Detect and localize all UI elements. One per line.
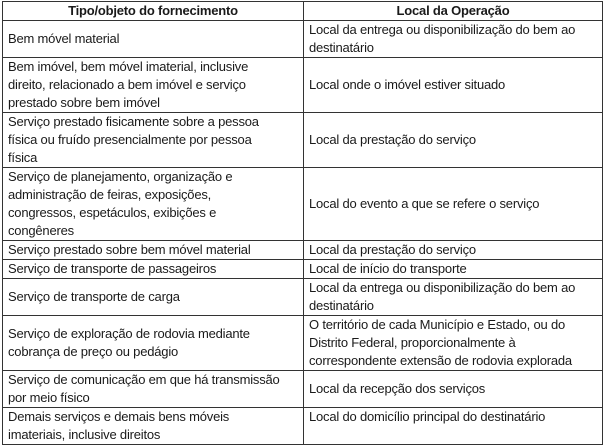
operation-location-cell: Local do evento a que se refere o serviço xyxy=(304,168,603,241)
operation-location-cell: Local onde o imóvel estiver situado xyxy=(304,58,603,113)
supply-type-cell: Bem imóvel, bem móvel imaterial, inclusive direito, relacionado a bem imóvel e serviço prestado sobre bem imóvel xyxy=(3,58,304,113)
operation-location-cell: Local da entrega ou disponibilização do bem ao destinatário xyxy=(304,279,603,316)
operation-location-cell: Local da prestação do serviço xyxy=(304,241,603,260)
supply-type-cell: Serviço de exploração de rodovia mediante cobrança de preço ou pedágio xyxy=(3,316,304,371)
table-row xyxy=(3,279,603,316)
header-row xyxy=(3,2,603,21)
header-supply-type: Tipo/objeto do fornecimento xyxy=(3,2,304,21)
supply-location-table xyxy=(2,1,603,445)
operation-location-cell: Local da entrega ou disponibilização do bem ao destinatário xyxy=(304,21,603,58)
table-row xyxy=(3,316,603,371)
operation-location-cell: Local da prestação do serviço xyxy=(304,113,603,168)
table-row xyxy=(3,371,603,408)
operation-location-cell: Local de início do transporte xyxy=(304,260,603,279)
supply-type-cell: Serviço prestado fisicamente sobre a pessoa física ou fruído presencialmente por pessoa física xyxy=(3,113,304,168)
supply-type-cell: Serviço de comunicação em que há transmissão por meio físico xyxy=(3,371,304,408)
header-operation-location: Local da Operação xyxy=(304,2,603,21)
table-row xyxy=(3,241,603,260)
table-row xyxy=(3,168,603,241)
supply-type-cell: Demais serviços e demais bens móveis imateriais, inclusive direitos xyxy=(3,408,304,445)
supply-type-cell: Bem móvel material xyxy=(3,21,304,58)
table-row xyxy=(3,260,603,279)
supply-type-cell: Serviço de transporte de passageiros xyxy=(3,260,304,279)
operation-location-cell: Local da recepção dos serviços xyxy=(304,371,603,408)
table-row xyxy=(3,58,603,113)
table-row xyxy=(3,113,603,168)
supply-type-cell: Serviço de planejamento, organização e administração de feiras, exposições, congressos, espetáculos, exibições e congêneres xyxy=(3,168,304,241)
table-row xyxy=(3,21,603,58)
operation-location-cell: O território de cada Município e Estado, ou do Distrito Federal, proporcionalmente à correspondente extensão de rodovia explorada xyxy=(304,316,603,371)
supply-type-cell: Serviço de transporte de carga xyxy=(3,279,304,316)
table-row xyxy=(3,408,603,445)
supply-type-cell: Serviço prestado sobre bem móvel material xyxy=(3,241,304,260)
operation-location-cell: Local do domicílio principal do destinatário xyxy=(304,408,603,445)
